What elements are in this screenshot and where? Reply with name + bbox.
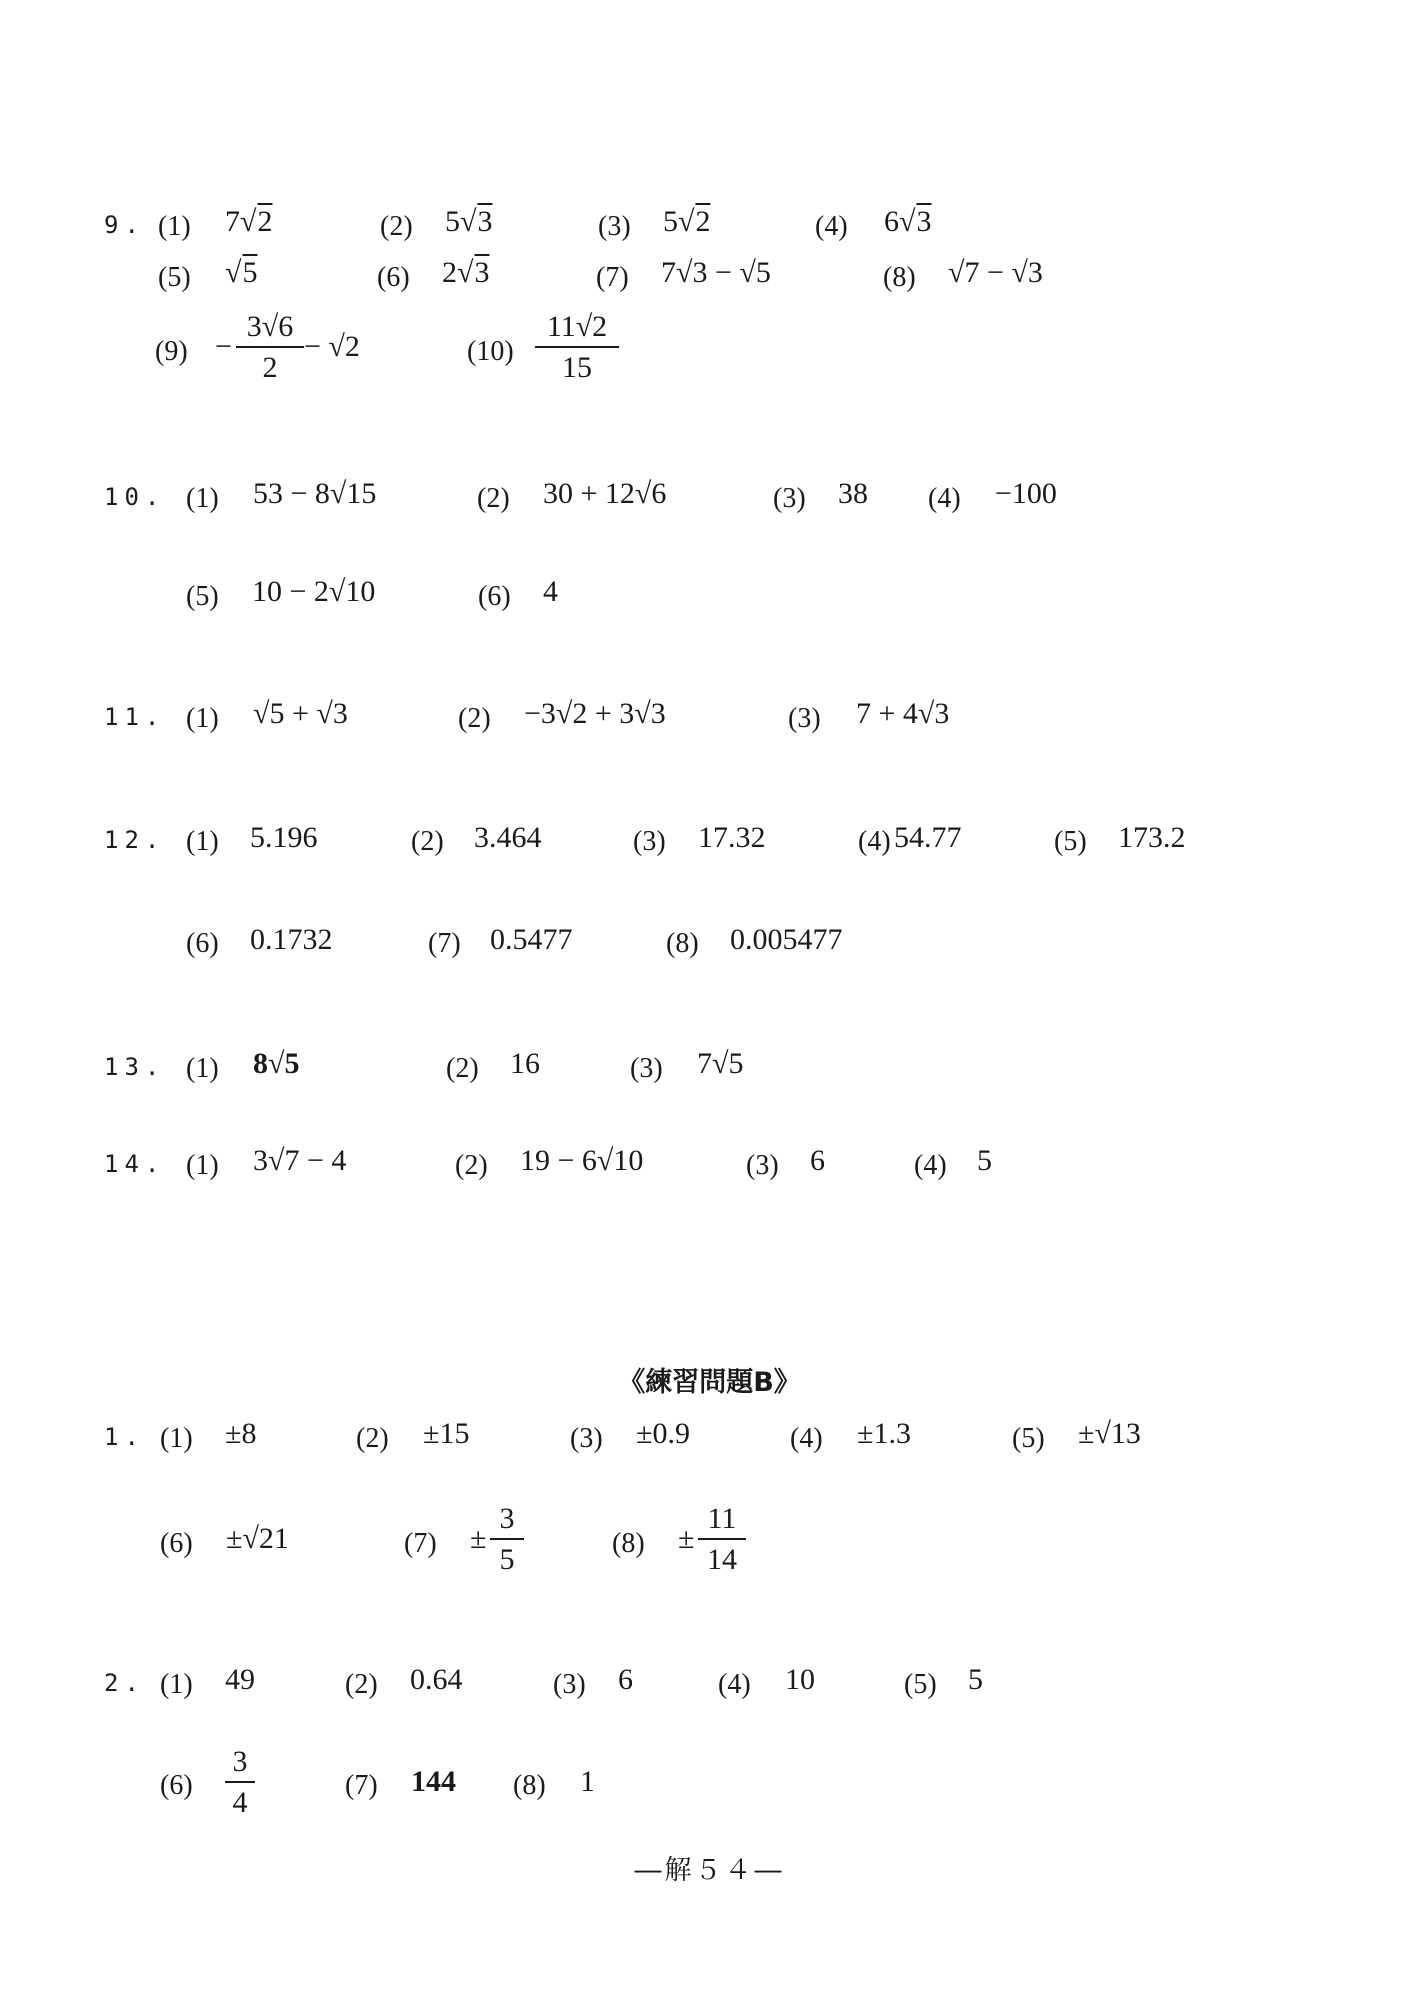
answer: 4 xyxy=(543,575,558,608)
answer: 6 xyxy=(810,1144,825,1177)
item-label: (6) xyxy=(478,581,511,612)
item-label: (6) xyxy=(160,1528,193,1559)
answer: ±15 xyxy=(423,1417,470,1450)
answer: 5√2 xyxy=(663,205,711,238)
item-label: (2) xyxy=(356,1423,389,1454)
answer: 17.32 xyxy=(698,821,766,854)
item-label: (1) xyxy=(186,1053,219,1084)
answer: 173.2 xyxy=(1118,821,1186,854)
answer-tail: − √2 xyxy=(304,330,360,363)
item-label: (5) xyxy=(904,1669,937,1700)
item-label: (1) xyxy=(186,1150,219,1181)
item-label: (3) xyxy=(773,483,806,514)
item-label: (5) xyxy=(158,262,191,293)
item-label: (2) xyxy=(477,483,510,514)
numerator: 3√6 xyxy=(236,308,304,348)
answer: 19 − 6√10 xyxy=(520,1144,644,1177)
item-label: (7) xyxy=(404,1528,437,1559)
answer: 10 xyxy=(785,1663,815,1696)
answer: 6 xyxy=(618,1663,633,1696)
item-label: (4) xyxy=(914,1150,947,1181)
item-label: (4) xyxy=(718,1669,751,1700)
answer: 5 xyxy=(968,1663,983,1696)
answer: 7√5 xyxy=(697,1047,744,1080)
item-label: (2) xyxy=(380,211,413,242)
answer: −3√2 + 3√3 xyxy=(524,697,666,730)
answer: 7√3 − √5 xyxy=(661,256,771,289)
answer: 30 + 12√6 xyxy=(543,477,667,510)
answer: 6√3 xyxy=(884,205,932,238)
item-label: (2) xyxy=(458,703,491,734)
answer: 7 + 4√3 xyxy=(856,697,950,730)
answer: 16 xyxy=(510,1047,540,1080)
denominator: 2 xyxy=(262,351,278,384)
answer: √5 + √3 xyxy=(253,697,348,730)
question-number: 10. xyxy=(104,483,166,511)
numerator: 3 xyxy=(490,1500,524,1540)
fraction xyxy=(535,308,619,388)
page-number: ―解５４― xyxy=(634,1855,785,1886)
item-label: (6) xyxy=(186,928,219,959)
fraction xyxy=(225,1743,255,1823)
fraction xyxy=(490,1500,524,1580)
item-label: (2) xyxy=(411,826,444,857)
question-number: 9. xyxy=(104,211,145,239)
minus-sign: − xyxy=(215,330,232,363)
answer: 3√7 − 4 xyxy=(253,1144,347,1177)
item-label: (5) xyxy=(1012,1423,1045,1454)
question-number: 2. xyxy=(104,1669,145,1697)
answer: 49 xyxy=(225,1663,255,1696)
answer: 54.77 xyxy=(894,821,962,854)
item-label: (3) xyxy=(746,1150,779,1181)
item-label: (3) xyxy=(788,703,821,734)
item-label: (3) xyxy=(633,826,666,857)
item-label: (8) xyxy=(612,1528,645,1559)
answer: ±8 xyxy=(225,1417,257,1450)
answer: 0.64 xyxy=(410,1663,463,1696)
item-label: (6) xyxy=(160,1770,193,1801)
item-label: (1) xyxy=(160,1669,193,1700)
answer: 8√5 xyxy=(253,1047,300,1080)
item-label: (10) xyxy=(467,336,514,367)
denominator: 5 xyxy=(499,1543,515,1576)
item-label: (8) xyxy=(513,1770,546,1801)
item-label: (8) xyxy=(883,262,916,293)
question-number: 14. xyxy=(104,1150,166,1178)
item-label: (4) xyxy=(815,211,848,242)
denominator: 15 xyxy=(562,351,592,384)
item-label: (3) xyxy=(570,1423,603,1454)
item-label: (8) xyxy=(666,928,699,959)
section-heading: 《練習問題B》 xyxy=(618,1367,801,1398)
answer: 144 xyxy=(411,1765,456,1798)
answer: √7 − √3 xyxy=(948,256,1043,289)
fraction xyxy=(236,308,304,388)
item-label: (3) xyxy=(598,211,631,242)
plus-minus-sign: ± xyxy=(470,1522,487,1555)
item-label: (1) xyxy=(186,826,219,857)
numerator: 11√2 xyxy=(535,308,619,348)
answer: 10 − 2√10 xyxy=(252,575,376,608)
item-label: (4) xyxy=(790,1423,823,1454)
answer: 0.1732 xyxy=(250,923,333,956)
answer: −100 xyxy=(995,477,1057,510)
item-label: (3) xyxy=(630,1053,663,1084)
plus-minus-sign: ± xyxy=(678,1522,695,1555)
item-label: (1) xyxy=(160,1423,193,1454)
numerator: 11 xyxy=(698,1500,746,1540)
answer: 1 xyxy=(580,1765,595,1798)
item-label: (1) xyxy=(158,211,191,242)
item-label: (5) xyxy=(186,581,219,612)
item-label: (3) xyxy=(553,1669,586,1700)
answer: 7√2 xyxy=(225,205,273,238)
question-number: 13. xyxy=(104,1053,166,1081)
question-number: 12. xyxy=(104,826,166,854)
answer: 2√3 xyxy=(442,256,490,289)
answer: 5√3 xyxy=(445,205,493,238)
item-label: (4) xyxy=(858,826,891,857)
item-label: (2) xyxy=(446,1053,479,1084)
answer: ±0.9 xyxy=(636,1417,690,1450)
item-label: (4) xyxy=(928,483,961,514)
question-number: 1. xyxy=(104,1423,145,1451)
item-label: (2) xyxy=(455,1150,488,1181)
question-number: 11. xyxy=(104,703,166,731)
item-label: (9) xyxy=(155,336,188,367)
numerator: 3 xyxy=(225,1743,255,1783)
answer: 0.005477 xyxy=(730,923,843,956)
item-label: (5) xyxy=(1054,826,1087,857)
item-label: (7) xyxy=(428,928,461,959)
item-label: (6) xyxy=(377,262,410,293)
answer: ±√13 xyxy=(1078,1417,1141,1450)
answer: 53 − 8√15 xyxy=(253,477,377,510)
answer: 38 xyxy=(838,477,868,510)
answer: 0.5477 xyxy=(490,923,573,956)
denominator: 4 xyxy=(232,1786,248,1819)
answer: √5 xyxy=(225,256,258,289)
item-label: (7) xyxy=(596,262,629,293)
answer: ±√21 xyxy=(226,1522,289,1555)
denominator: 14 xyxy=(707,1543,737,1576)
fraction xyxy=(698,1500,746,1580)
answer: 5 xyxy=(977,1144,992,1177)
answer: 3.464 xyxy=(474,821,542,854)
item-label: (2) xyxy=(345,1669,378,1700)
item-label: (7) xyxy=(345,1770,378,1801)
answer: 5.196 xyxy=(250,821,318,854)
item-label: (1) xyxy=(186,483,219,514)
answer: ±1.3 xyxy=(857,1417,911,1450)
item-label: (1) xyxy=(186,703,219,734)
